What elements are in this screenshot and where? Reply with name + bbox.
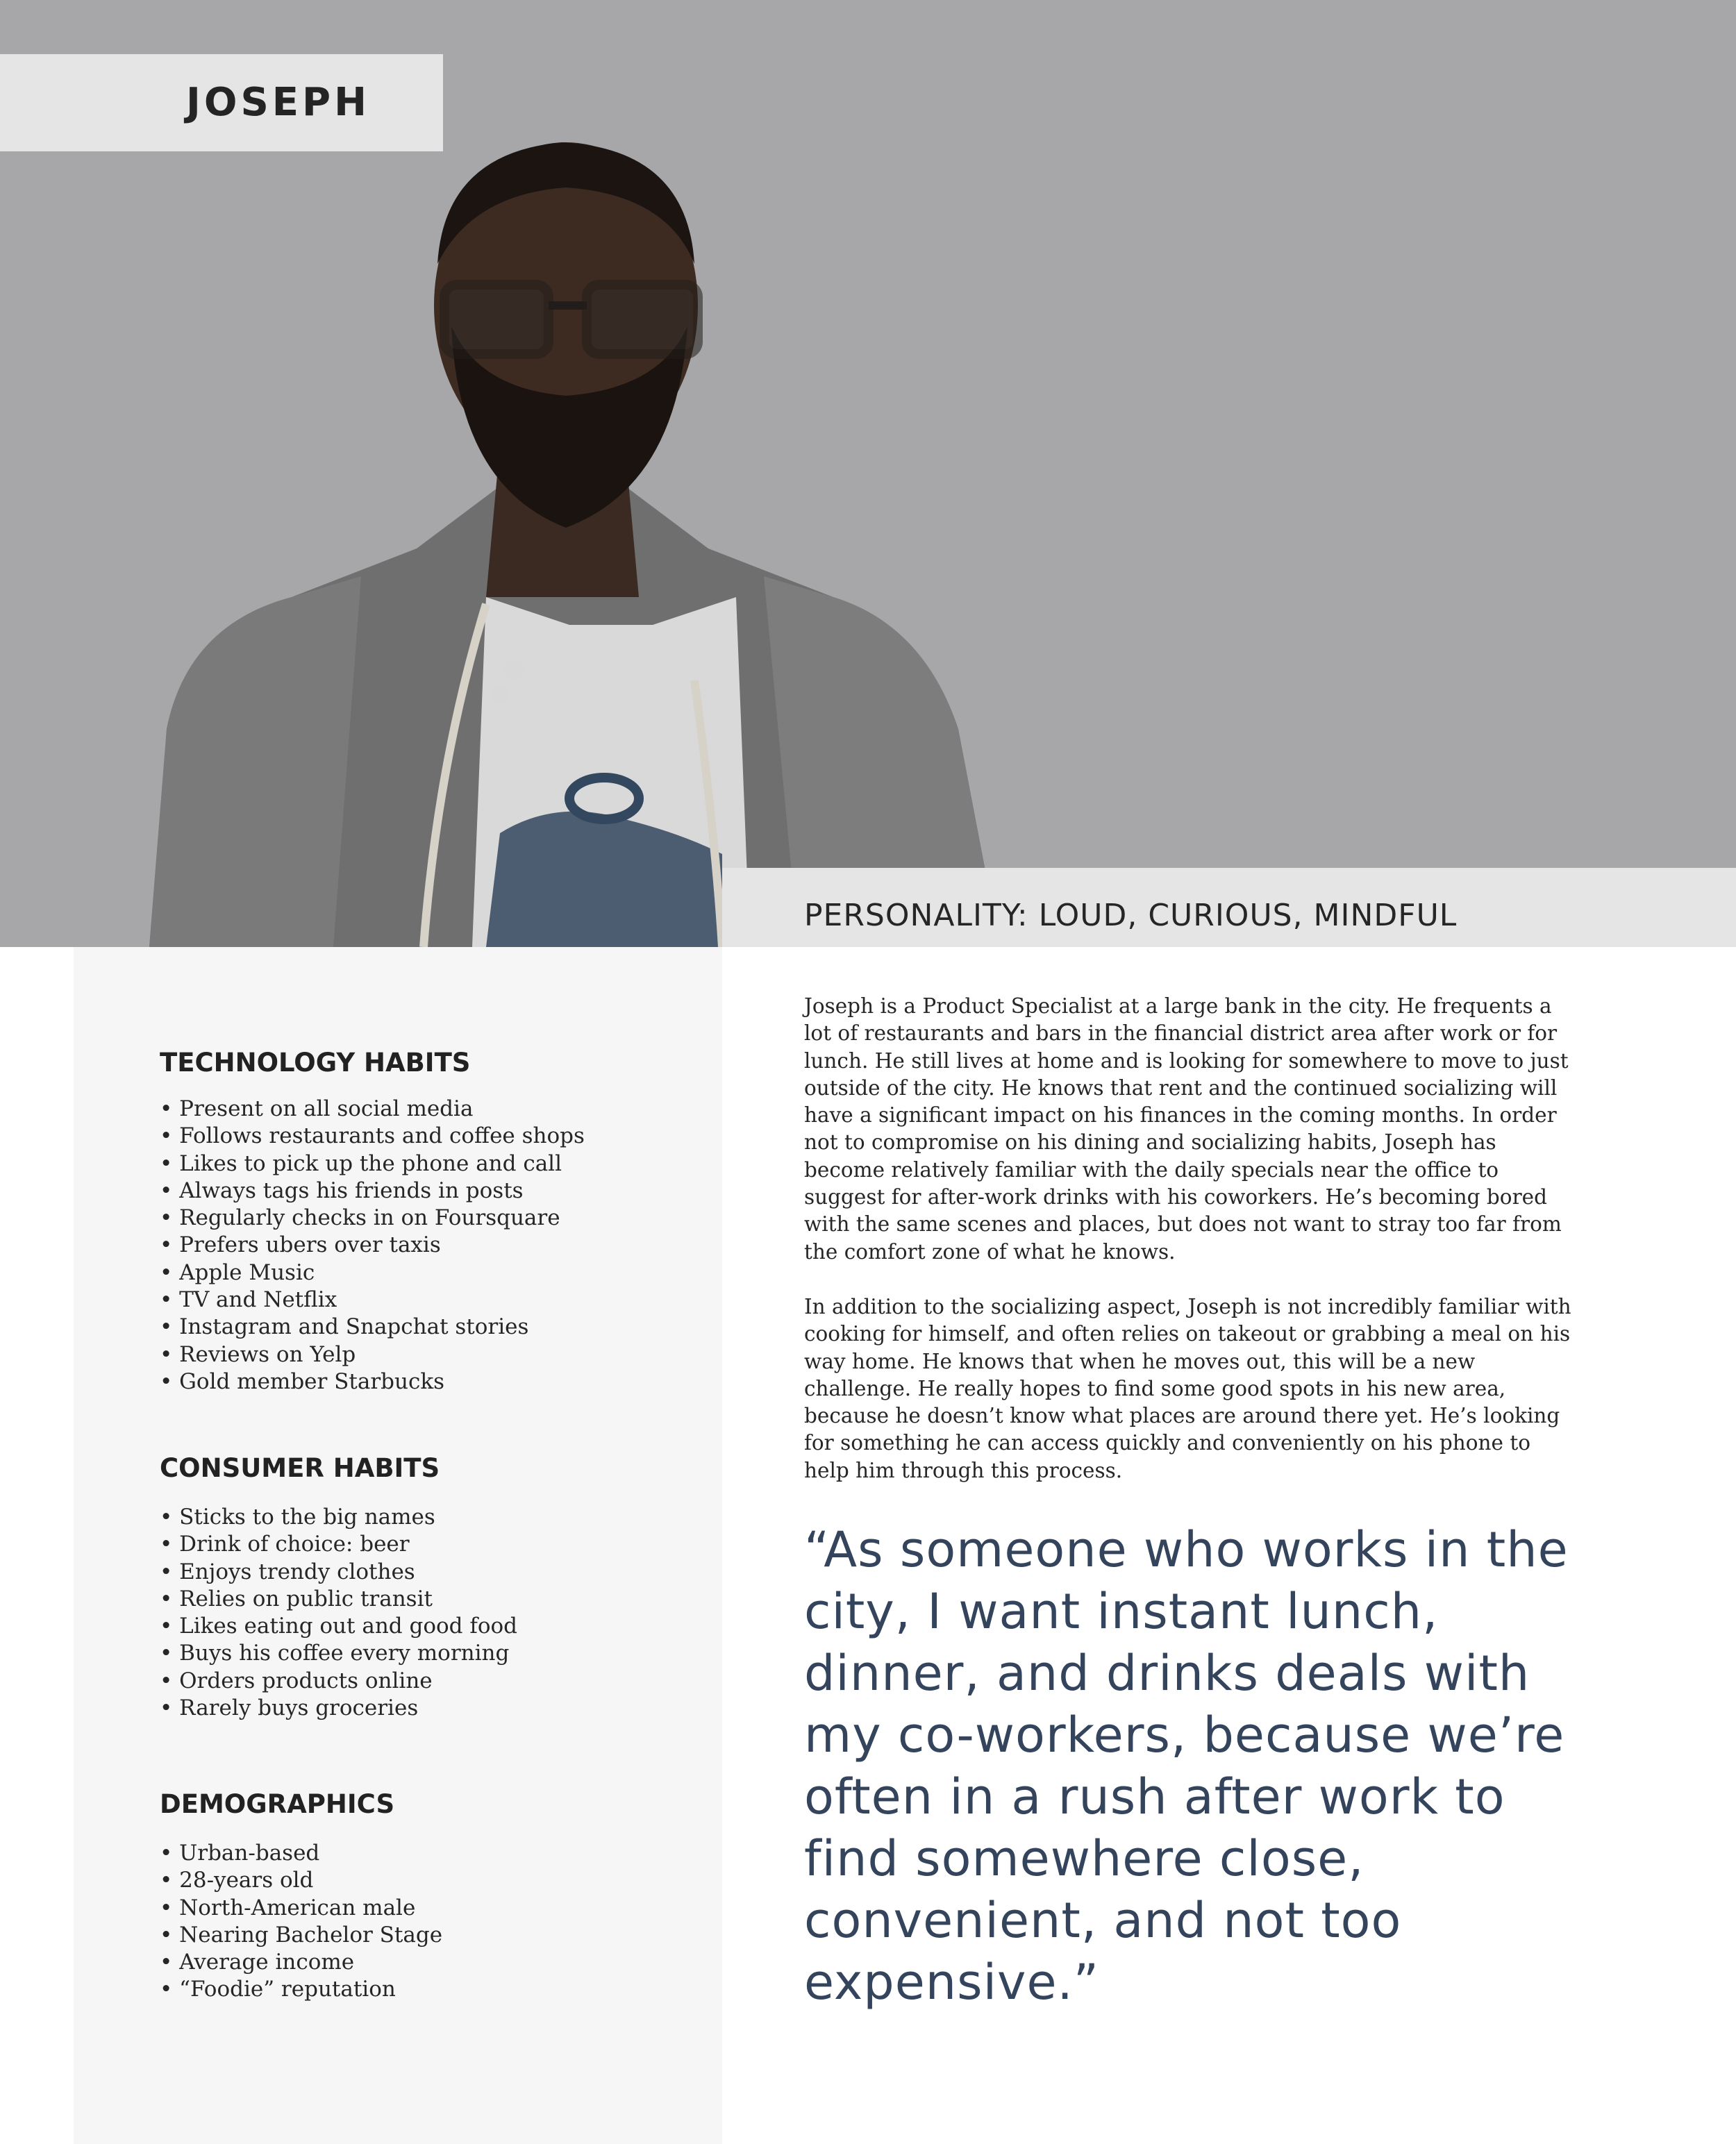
list-item: • Likes to pick up the phone and call: [160, 1150, 585, 1178]
list-item: • North-American male: [160, 1895, 442, 1922]
persona-name: JOSEPH: [186, 80, 370, 125]
list-item: • Rarely buys groceries: [160, 1695, 517, 1722]
list-item: • Likes eating out and good food: [160, 1613, 517, 1640]
bio-paragraph-2: In addition to the socializing aspect, Joseph is not incredibly familiar with cooking for himself, and often relies on takeout or grabbing a meal on his way home. He knows that when he moves out, this will be a new challenge. He really hopes to find some good spots in his new area, because he doesn’t know what places are around there yet. He’s looking for something he can access quickly and conveniently on his phone to help him through this process.: [804, 1295, 1571, 1482]
list-item: • Urban-based: [160, 1840, 442, 1867]
list-item: • Drink of choice: beer: [160, 1531, 517, 1558]
list-item: • Nearing Bachelor Stage: [160, 1922, 442, 1949]
list-item: • 28-years old: [160, 1867, 442, 1894]
consumer-list: [160, 1504, 517, 1722]
persona-quote: “As someone who works in the city, I want instant lunch, dinner, and drinks deals with my co-workers, because we’re often in a rush after work to find somewhere close, convenient, and not too expensive.”: [804, 1521, 1569, 2011]
demographics-list: [160, 1840, 442, 2004]
list-item: • Relies on public transit: [160, 1586, 517, 1613]
list-item: • Instagram and Snapchat stories: [160, 1314, 585, 1341]
list-item: • TV and Netflix: [160, 1287, 585, 1314]
list-item: • Reviews on Yelp: [160, 1341, 585, 1368]
list-item: • Follows restaurants and coffee shops: [160, 1123, 585, 1150]
list-item: • Regularly checks in on Foursquare: [160, 1205, 585, 1232]
demographics-heading: DEMOGRAPHICS: [160, 1789, 395, 1819]
list-item: • Present on all social media: [160, 1096, 585, 1123]
list-item: • Average income: [160, 1949, 442, 1976]
personality-label: PERSONALITY: LOUD, CURIOUS, MINDFUL: [804, 898, 1458, 933]
list-item: • Enjoys trendy clothes: [160, 1559, 517, 1586]
list-item: • Gold member Starbucks: [160, 1368, 585, 1396]
technology-list: [160, 1096, 585, 1396]
list-item: • Apple Music: [160, 1259, 585, 1287]
consumer-heading: CONSUMER HABITS: [160, 1453, 440, 1483]
list-item: • Sticks to the big names: [160, 1504, 517, 1531]
bio-paragraph-1: Joseph is a Product Specialist at a large bank in the city. He frequents a lot of restaurants and bars in the financial district area after work or for lunch. He still lives at home and is looking for somewhere to move to just outside of the city. He knows that rent and the continued socializing will have a significant impact on his finances in the coming months. In order not to compromise on his dining and socializing habits, Joseph has become relatively familiar with the daily specials near the office to suggest for after-work drinks with his coworkers. He’s becoming bored with the same scenes and places, but does not want to stray too far from the comfort zone of what he knows.: [804, 994, 1569, 1264]
technology-heading: TECHNOLOGY HABITS: [160, 1048, 471, 1078]
list-item: • Orders products online: [160, 1668, 517, 1695]
list-item: • “Foodie” reputation: [160, 1976, 442, 2003]
list-item: • Prefers ubers over taxis: [160, 1232, 585, 1259]
list-item: • Buys his coffee every morning: [160, 1640, 517, 1667]
list-item: • Always tags his friends in posts: [160, 1178, 585, 1205]
